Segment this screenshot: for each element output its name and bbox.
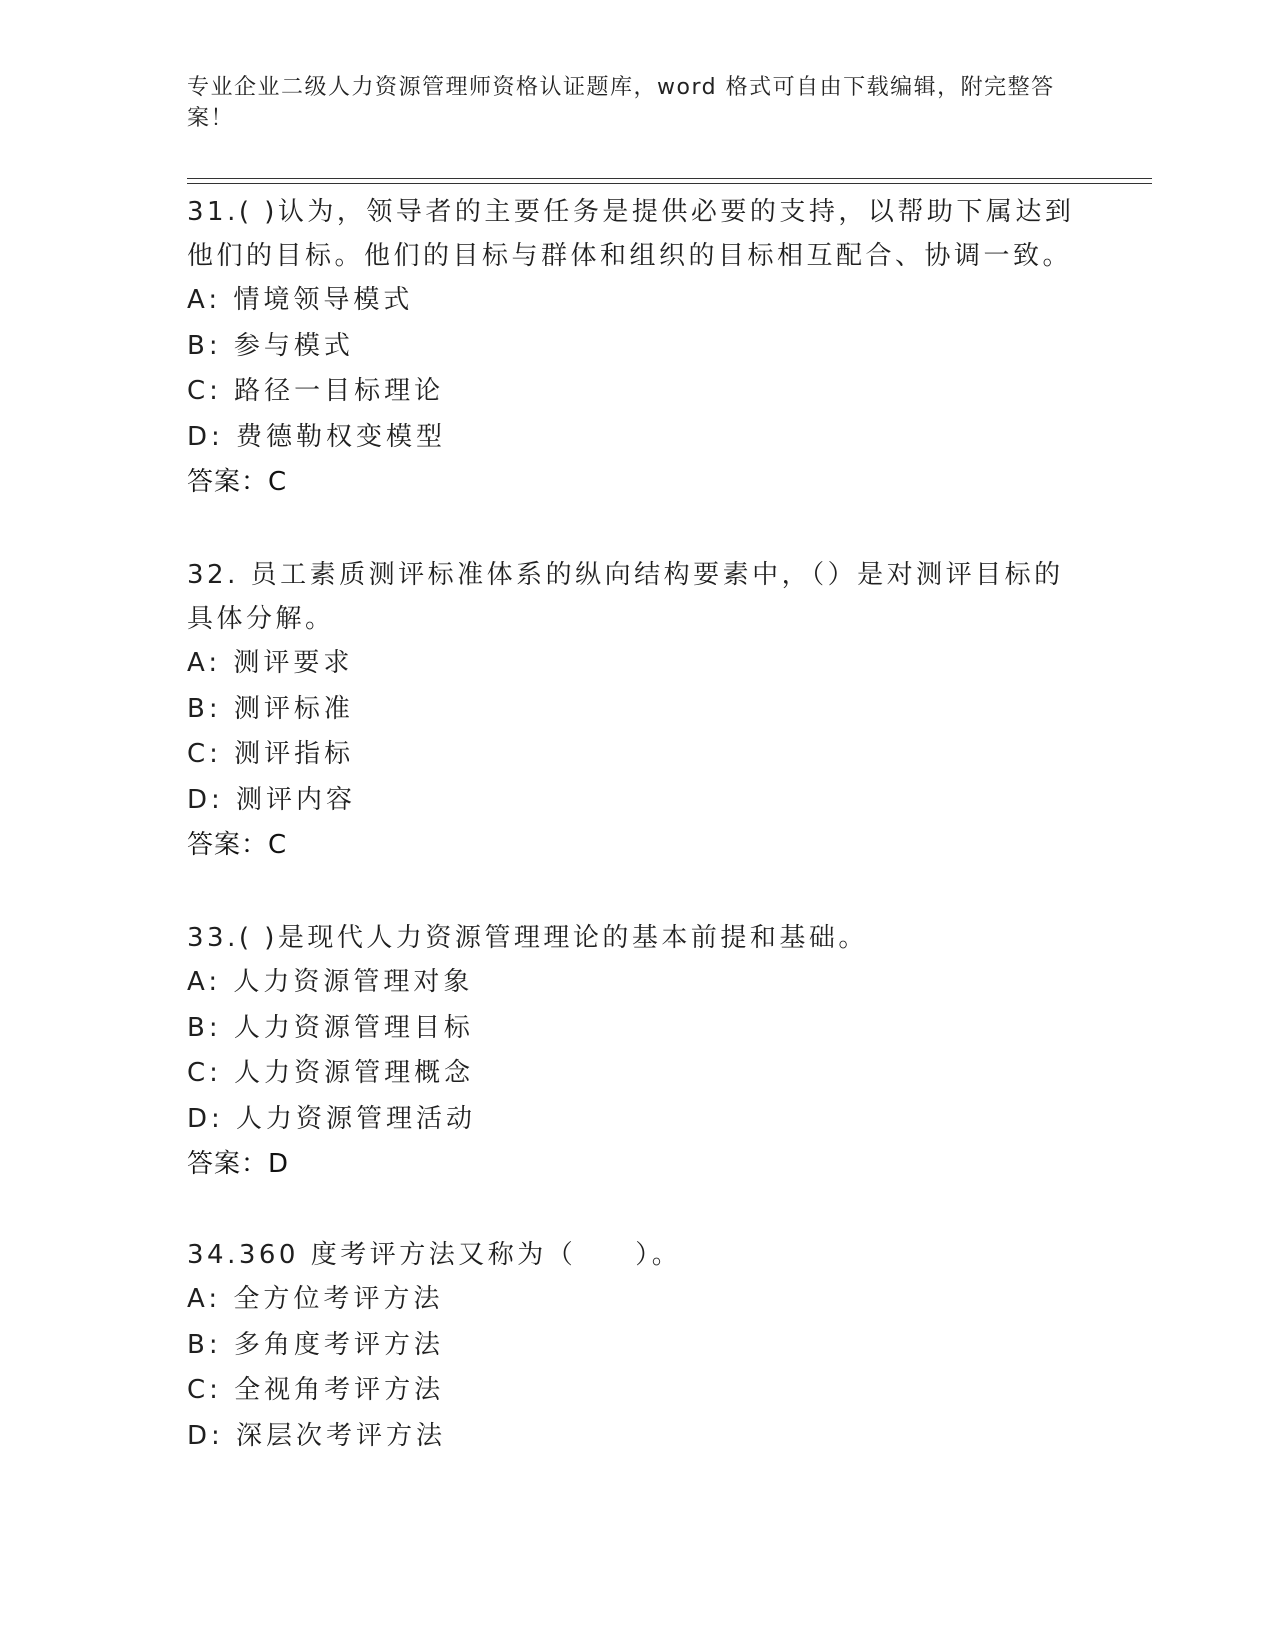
question-33 (187, 916, 1087, 1187)
option-a: A: 情境领导模式 (187, 285, 414, 315)
document-header: 专业企业二级人力资源管理师资格认证题库，word 格式可自由下载编辑，附完整答案！ (187, 75, 1055, 131)
option-b: B: 测评标准 (187, 693, 354, 724)
header-divider-bottom (187, 183, 1152, 184)
option-list (187, 1277, 1087, 1459)
option-a: A: 人力资源管理对象 (187, 967, 474, 997)
question-stem: 31.( )认为，领导者的主要任务是提供必要的支持，以帮助下属达到他们的目标。他们的目标与群体和组织的目标相互配合、协调一致。 (187, 197, 1075, 271)
answer-key: 答案：C (187, 467, 288, 497)
option-list (187, 278, 1087, 460)
question-34 (187, 1233, 1087, 1459)
option-list (187, 641, 1087, 823)
option-d: D: 测评内容 (187, 784, 357, 815)
option-d: D: 费德勒权变模型 (187, 421, 447, 452)
question-stem: 32. 员工素质测评标准体系的纵向结构要素中，（）是对测评目标的具体分解。 (187, 560, 1064, 634)
answer-key: 答案：D (187, 1149, 290, 1179)
option-b: B: 人力资源管理目标 (187, 1012, 474, 1043)
question-31 (187, 190, 1087, 505)
option-c: C: 路径一目标理论 (187, 376, 445, 406)
question-32 (187, 553, 1087, 868)
option-a: A: 测评要求 (187, 648, 354, 678)
option-c: C: 人力资源管理概念 (187, 1058, 475, 1088)
option-list (187, 960, 1087, 1142)
option-b: B: 多角度考评方法 (187, 1329, 444, 1360)
question-stem: 34.360 度考评方法又称为（ ）。 (187, 1240, 682, 1270)
question-stem: 33.( )是现代人力资源管理理论的基本前提和基础。 (187, 923, 868, 953)
option-d: D: 深层次考评方法 (187, 1420, 447, 1451)
option-a: A: 全方位考评方法 (187, 1284, 444, 1314)
option-b: B: 参与模式 (187, 330, 354, 361)
option-d: D: 人力资源管理活动 (187, 1103, 477, 1134)
option-c: C: 全视角考评方法 (187, 1375, 445, 1405)
option-c: C: 测评指标 (187, 739, 355, 769)
answer-key: 答案：C (187, 830, 288, 860)
header-divider-top (187, 178, 1152, 179)
